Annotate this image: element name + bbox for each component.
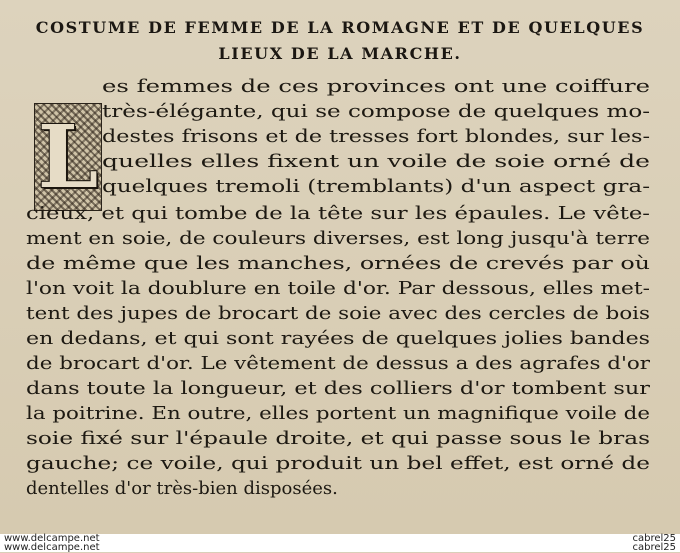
text-line: quelques tremoli (tremblants) d'un aspect gra- [102, 176, 650, 197]
title-line-2: LIEUX DE LA MARCHE. [218, 44, 462, 63]
initial-letter: L [37, 107, 99, 208]
text-line: destes frisons et de tresses fort blondes, sur les- [102, 126, 650, 147]
footer-left-bottom: www.delcampe.net [4, 542, 100, 553]
text-line: dans toute la longueur, et des colliers d'or tombent sur [26, 378, 650, 399]
ornamental-initial [34, 103, 102, 211]
text-line: dentelles d'or très-bien disposées. [26, 478, 338, 499]
text-line: la poitrine. En outre, elles portent un magnifique voile de [26, 403, 650, 424]
text-line: ment en soie, de couleurs diverses, est long jusqu'à terre [26, 228, 650, 249]
text-line: soie fixé sur l'épaule droite, et qui passe sous le bras [26, 428, 650, 449]
text-line: en dedans, et qui sont rayées de quelques jolies bandes [26, 328, 650, 349]
text-line: de brocart d'or. Le vêtement de dessus a des agrafes d'or [26, 353, 650, 374]
footer-left-top: www.delcampe.net [4, 533, 100, 544]
footer-right-bottom: cabrel25 [632, 542, 676, 553]
footer-right-top: cabrel25 [632, 533, 676, 544]
footer-left [4, 534, 100, 552]
watermark-footer [0, 534, 680, 552]
text-line: tent des jupes de brocart de soie avec des cercles de bois [26, 303, 650, 324]
text-line: l'on voit la doublure en toile d'or. Par dessous, elles met- [26, 278, 650, 299]
text-line: quelles elles fixent un voile de soie orné de [102, 151, 650, 172]
footer-right [632, 534, 676, 552]
text-line: es femmes de ces provinces ont une coiffure [102, 76, 650, 97]
text-line: cieux, et qui tombe de la tête sur les épaules. Le vête- [26, 203, 650, 224]
text-line: très-élégante, qui se compose de quelques mo- [102, 101, 650, 122]
text-line: gauche; ce voile, qui produit un bel effet, est orné de [26, 453, 650, 474]
text-line: de même que les manches, ornées de crevés par où [26, 253, 650, 274]
title-line-1: COSTUME DE FEMME DE LA ROMAGNE ET DE QUELQUES [35, 18, 645, 37]
